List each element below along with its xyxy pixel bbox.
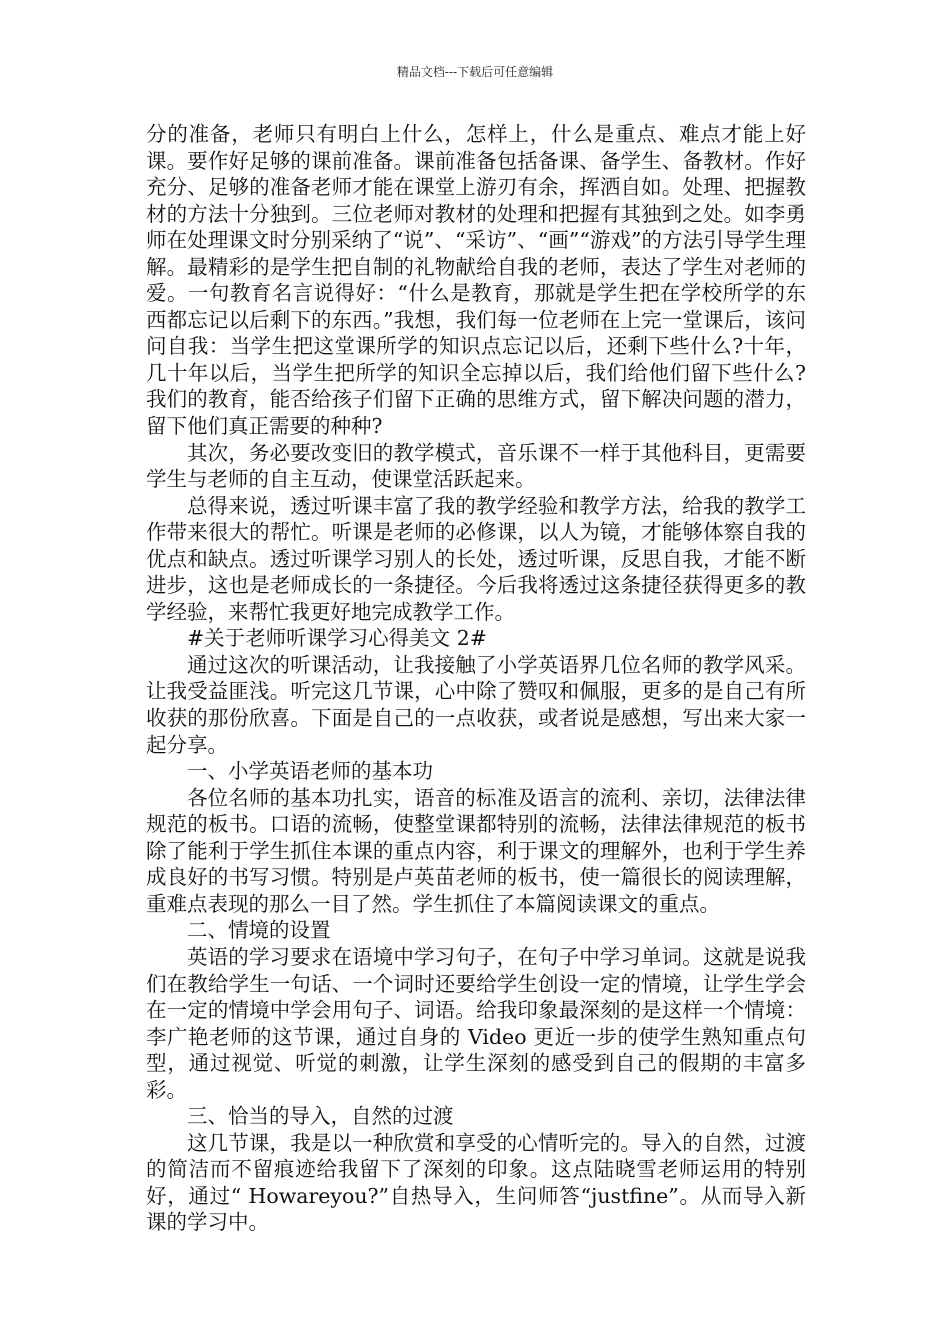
- paragraph-continuation: 分的准备，老师只有明白上什么，怎样上，什么是重点、难点才能上好课。要作好足够的课前准备。课前准备包括备课、备学生、备教材。作好充分、足够的准备老师才能在课堂上游刃有余，挥洒自如。处理、把握教材的方法十分独到。三位老师对教材的处理和把握有其独到之处。如李勇师在处理课文时分别采纳了“说”、“采访”、“画”“游戏”的方法引导学生理解。最精彩的是学生把自制的礼物献给自我的老师，表达了学生对老师的爱。一句教育名言说得好：“什么是教育，那就是学生把在学校所学的东西都忘记以后剩下的东西。”我想，我们每一位老师在上完一堂课后，该问问自我：当学生把这堂课所学的知识点忘记以后，还剩下些什么?十年，几十年以后，当学生把所学的知识全忘掉以后，我们给他们留下些什么?我们的教育，能否给孩子们留下正确的思维方式，留下解决问题的潜力，留下他们真正需要的种种?: [146, 122, 806, 439]
- paragraph: 总得来说，透过听课丰富了我的教学经验和教学方法，给我的教学工作带来很大的帮忙。听课是老师的必修课，以人为镜，才能够体察自我的优点和缺点。透过听课学习别人的长处，透过听课，反思自我，才能不断进步，这也是老师成长的一条捷径。今后我将透过这条捷径获得更多的教学经验，来帮忙我更好地完成教学工作。: [146, 493, 806, 624]
- paragraph: 通过这次的听课活动，让我接触了小学英语界几位名师的教学风采。让我受益匪浅。听完这几节课，心中除了赞叹和佩服，更多的是自己有所收获的那份欣喜。下面是自己的一点收获，或者说是感想，写出来大家一起分享。: [146, 652, 806, 757]
- paragraph: 各位名师的基本功扎实，语音的标准及语言的流利、亲切，法律法律规范的板书。口语的流畅，使整堂课都特别的流畅，法律法律规范的板书除了能利于学生抓住本课的重点内容，利于课文的理解外，也利于学生养成良好的书写习惯。特别是卢英苗老师的板书，使一篇很长的阅读理解，重难点表现的那么一目了然。学生抓住了本篇阅读课文的重点。: [146, 785, 806, 916]
- paragraph: 英语的学习要求在语境中学习句子，在句子中学习单词。这就是说我们在教给学生一句话、一个词时还要给学生创设一定的情境，让学生学会在一定的情境中学会用句子、词语。给我印象最深刻的是这样一个情境：李广艳老师的这节课，通过自身的 Video 更近一步的使学生熟知重点句型，通过视觉、听觉的刺激，让学生深刻的感受到自己的假期的丰富多彩。: [146, 944, 806, 1102]
- paragraph: 其次，务必要改变旧的教学模式，音乐课不一样于其他科目，更需要学生与老师的自主互动，使课堂活跃起来。: [146, 440, 806, 492]
- section-heading: 一、小学英语老师的基本功: [187, 759, 433, 784]
- paragraph: 这几节课，我是以一种欣赏和享受的心情听完的。导入的自然，过渡的简洁而不留痕迹给我留下了深刻的印象。这点陆晓雪老师运用的特别好，通过“ Howareyou?”自热导入，生问师答“justfine”。从而导入新课的学习中。: [146, 1130, 806, 1235]
- section-title: #关于老师听课学习心得美文 2#: [187, 626, 487, 651]
- page-header: 精品文档---下载后可任意编辑: [396, 65, 554, 79]
- section-heading: 三、恰当的导入，自然的过渡: [187, 1104, 454, 1129]
- document-body: [146, 121, 806, 1236]
- section-heading: 二、情境的设置: [187, 918, 331, 943]
